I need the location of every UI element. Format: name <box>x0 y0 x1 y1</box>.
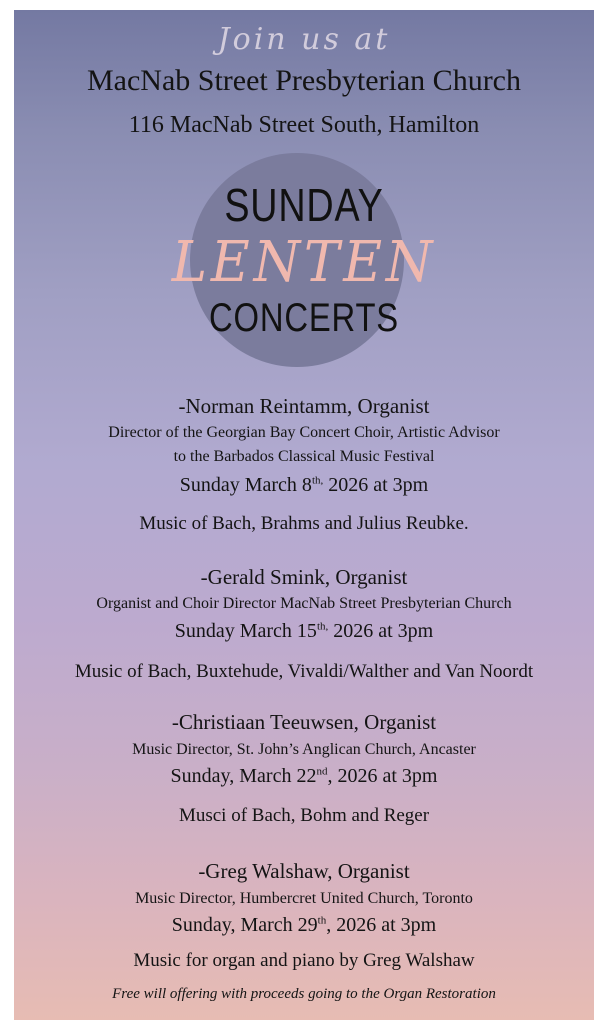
concert-1-description-line-1: Director of the Georgian Bay Concert Choir, Artistic Advisor <box>108 424 500 441</box>
concert-2-date-main: Sunday March 15 <box>174 620 317 642</box>
concert-1-date <box>14 474 594 497</box>
concert-2-date <box>14 620 594 643</box>
title-lenten: LENTEN <box>171 230 437 295</box>
concert-2-date-time: 2026 at 3pm <box>328 620 434 642</box>
concert-1-performer: -Norman Reintamm, Organist <box>178 394 430 418</box>
concert-2-music: Music of Bach, Buxtehude, Vivaldi/Walther and Van Noordt <box>74 661 534 682</box>
concert-4-date-main: Sunday, March 29 <box>171 914 318 936</box>
concert-2-date-suffix: th, <box>316 620 329 633</box>
concert-4-music: Music for organ and piano by Greg Walshaw <box>133 950 475 971</box>
church-address: 116 MacNab Street South, Hamilton <box>128 112 480 138</box>
concert-3-performer: -Christiaan Teeuwsen, Organist <box>171 710 437 734</box>
concert-3-music: Musci of Bach, Bohm and Reger <box>178 805 430 826</box>
concert-1-music: Music of Bach, Brahms and Julius Reubke. <box>139 513 469 534</box>
concert-3-date-main: Sunday, March 22 <box>170 765 317 787</box>
concert-3-date-suffix: nd <box>316 765 328 778</box>
concert-3-description-line-1: Music Director, St. John’s Anglican Church, Ancaster <box>132 741 476 758</box>
concert-poster <box>14 10 594 1020</box>
footer-offering-note: Free will offering with proceeds going to the Organ Restoration <box>112 986 496 1002</box>
concert-4-performer: -Greg Walshaw, Organist <box>198 859 410 883</box>
concert-1-date-main: Sunday March 8 <box>179 474 312 496</box>
concert-2-performer: -Gerald Smink, Organist <box>200 565 408 589</box>
join-us-script: Join us at <box>217 22 391 57</box>
concert-4-date <box>14 914 594 937</box>
title-sunday: SUNDAY <box>224 179 384 231</box>
concert-1-description-line-2: to the Barbados Classical Music Festival <box>173 448 435 465</box>
concert-4-description-line-1: Music Director, Humbercret United Church, Toronto <box>135 890 473 907</box>
concert-3-date <box>14 765 594 788</box>
concert-2-description-line-1: Organist and Choir Director MacNab Street Presbyterian Church <box>96 595 512 612</box>
church-name: MacNab Street Presbyterian Church <box>86 64 522 97</box>
concert-1-date-suffix: th, <box>311 474 324 487</box>
concert-1-date-time: 2026 at 3pm <box>323 474 429 496</box>
concert-4-date-suffix: th <box>317 914 327 927</box>
concert-4-date-time: , 2026 at 3pm <box>326 914 437 936</box>
title-concerts: CONCERTS <box>208 296 400 340</box>
concert-3-date-time: , 2026 at 3pm <box>327 765 438 787</box>
